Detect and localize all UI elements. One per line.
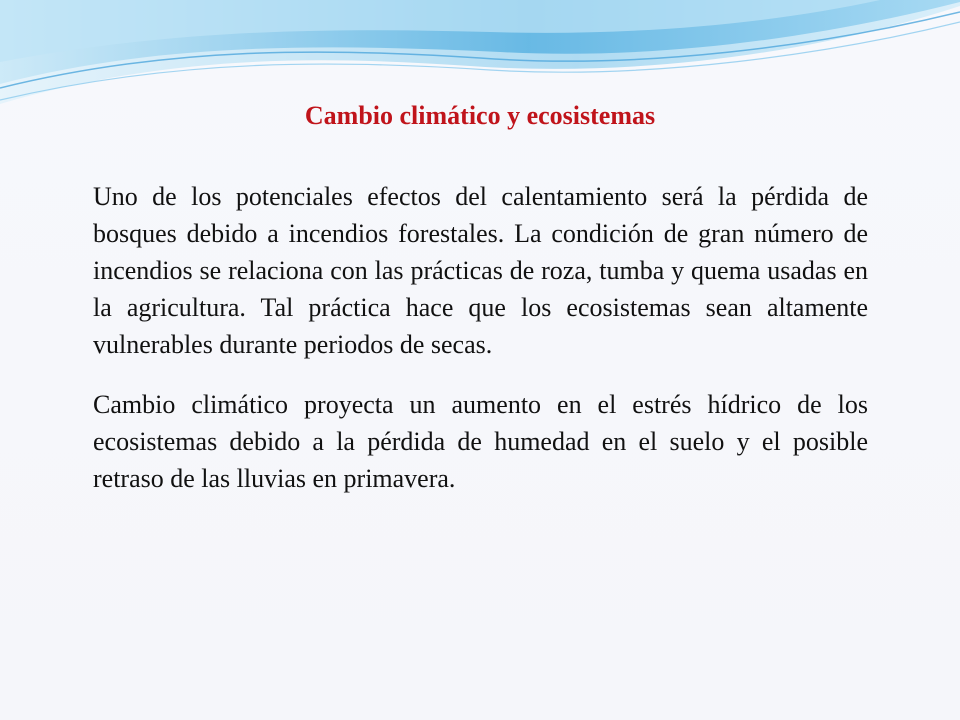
slide-body xyxy=(93,178,868,520)
slide-title: Cambio climático y ecosistemas xyxy=(304,101,656,130)
paragraph-calentamiento: Uno de los potenciales efectos del calentamiento será la pérdida de bosques debido a incendios forestales. La condición de gran número de incendios se relaciona con las prácticas de roza, tumba y quema usadas en la agricultura. Tal práctica hace que los ecosistemas sean altamente vulnerables durante periodos de secas. xyxy=(93,182,868,359)
paragraph-estres-hidrico: Cambio climático proyecta un aumento en el estrés hídrico de los ecosistemas debido a la pérdida de humedad en el suelo y el posible retraso de las lluvias en primavera. xyxy=(93,390,868,493)
